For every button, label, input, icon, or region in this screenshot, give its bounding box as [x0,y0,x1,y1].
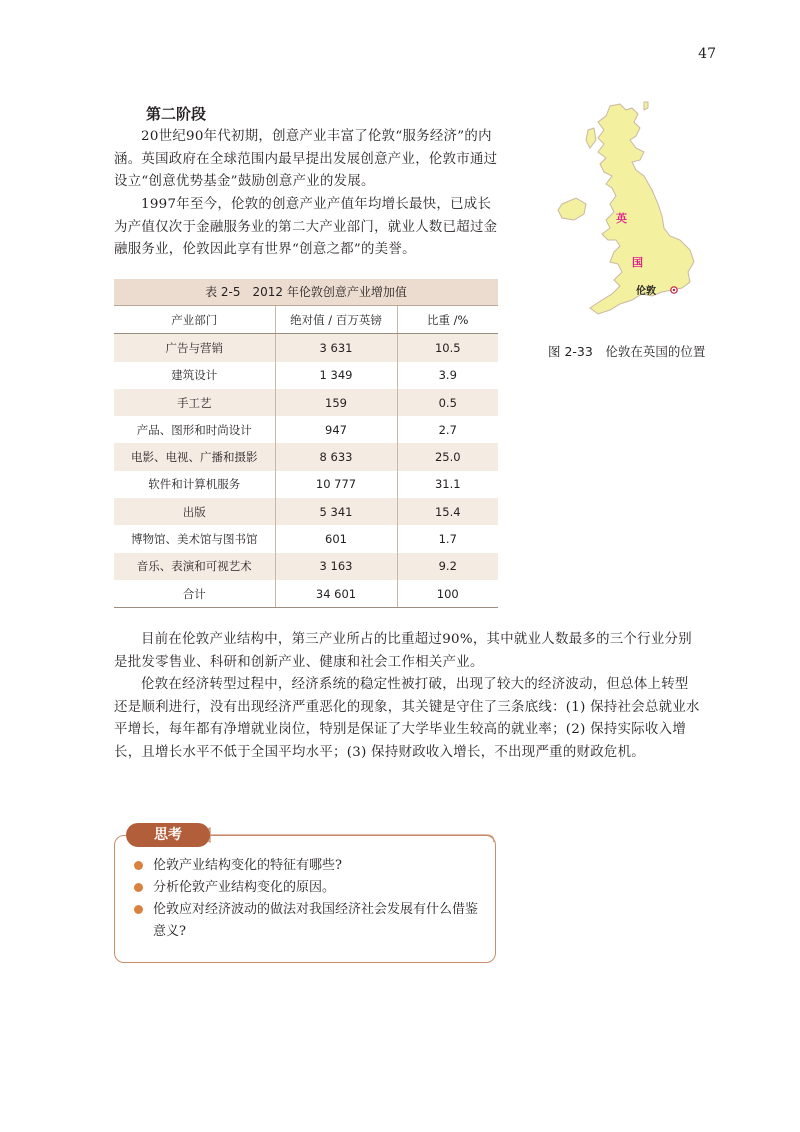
cell-value: 34 601 [275,580,397,608]
map-label-country-1: 英 [616,212,627,225]
cell-value: 5 341 [275,498,397,525]
northern-ireland-shape [558,198,586,220]
uk-map-graphic [540,100,710,330]
cell-sector: 电影、电视、广播和摄影 [114,443,275,470]
creative-industry-table [114,279,498,608]
cell-value: 3 163 [275,553,397,580]
table-row [114,525,498,552]
think-question: 伦敦应对经济波动的做法对我国经济社会发展有什么借鉴意义? [153,902,479,939]
island-shape [586,128,596,148]
cell-sector: 合计 [114,580,275,608]
uk-landmass [558,102,694,314]
paragraph-2: 1997年至今，伦敦的创意产业产值年均增长最快，已成长为产值仅次于金融服务业的第二大产业部门，就业人数已超过金融服务业，伦敦因此享有世界“创意之都”的美誉。 [114,197,498,257]
paragraph-4: 伦敦在经济转型过程中，经济系统的稳定性被打破，出现了较大的经济波动，但总体上转型还是顺利进行，没有出现经济严重恶化的现象，其关键是守住了三条底线：(1) 保持社会总就业水平增长，每年都有净增就业岗位，特别是保证了大学毕业生较高的就业率；(2) 保持实际收入增长，且增长水平不低于全国平均水平；(3) 保持财政收入增长，不出现严重的财政危机。 [114,677,700,760]
cell-sector: 音乐、表演和可视艺术 [114,553,275,580]
think-question: 伦敦产业结构变化的特征有哪些? [153,858,342,873]
table-row [114,471,498,498]
map-label-country-2: 国 [632,256,643,269]
cell-sector: 出版 [114,498,275,525]
paragraph-3: 目前在伦敦产业结构中，第三产业所占的比重超过90%，其中就业人数最多的三个行业分别是批发零售业、科研和创新产业、健康和社会工作相关产业。 [114,632,692,670]
cell-share: 1.7 [438,532,457,547]
cell-sector: 软件和计算机服务 [114,471,275,498]
cell-share: 100 [397,580,498,608]
table-row [114,389,498,416]
uk-map [540,100,710,330]
list-item [132,899,484,943]
cell-value: 1 349 [275,362,397,389]
think-title: 思考 [126,823,210,847]
cell-value: 8 633 [275,443,397,470]
map-label-city: 伦敦 [636,286,656,297]
table-row [114,362,498,389]
cell-share: 25.0 [397,443,498,470]
bullet-icon [134,905,143,914]
list-item [132,855,484,877]
table-row [114,416,498,443]
cell-sector: 产品、图形和时尚设计 [114,416,275,443]
cell-sector: 建筑设计 [114,362,275,389]
london-marker-dot [673,289,675,291]
bullet-icon [134,883,143,892]
cell-share: 9.2 [397,553,498,580]
cell-share: 10.5 [397,334,498,362]
great-britain-shape [590,104,694,314]
think-arrow-icon [196,826,496,844]
cell-share: 0.5 [397,389,498,416]
header-sector: 产业部门 [114,306,275,334]
cell-value: 601 [275,525,397,552]
header-value: 绝对值 / 百万英镑 [275,306,397,334]
header-share: 比重 /% [397,306,498,334]
cell-share: 15.4 [397,498,498,525]
cell-sector: 广告与营销 [114,334,275,362]
cell-share: 3.9 [438,368,457,383]
table-row [114,443,498,470]
table-row [114,498,498,525]
map-caption: 图 2-33 伦敦在英国的位置 [548,344,706,359]
cell-value: 159 [275,389,397,416]
island-shape [644,102,648,110]
cell-sector: 手工艺 [114,389,275,416]
cell-share: 2.7 [438,422,457,437]
bullet-icon [134,861,143,870]
table-total-row [114,580,498,608]
table-body [114,306,498,608]
cell-value: 10 777 [275,471,397,498]
table-title: 表 2-5 2012 年伦敦创意产业增加值 [114,279,498,306]
table-header-row [114,306,498,334]
page-number: 47 [698,46,716,62]
section-heading: 第二阶段 [146,105,207,123]
cell-value: 3 631 [275,334,397,362]
table-row [114,553,498,580]
cell-share: 31.1 [434,477,461,492]
think-question-list [132,855,484,943]
list-item [132,877,484,899]
table-row [114,334,498,362]
paragraph-1: 20世纪90年代初期，创意产业丰富了伦敦“服务经济”的内涵。英国政府在全球范围内最早提出发展创意产业，伦敦市通过设立“创意优势基金”鼓励创意产业的发展。 [114,129,498,189]
think-question: 分析伦敦产业结构变化的原因。 [153,880,336,895]
cell-value: 947 [275,416,397,443]
cell-sector: 博物馆、美术馆与图书馆 [114,525,275,552]
